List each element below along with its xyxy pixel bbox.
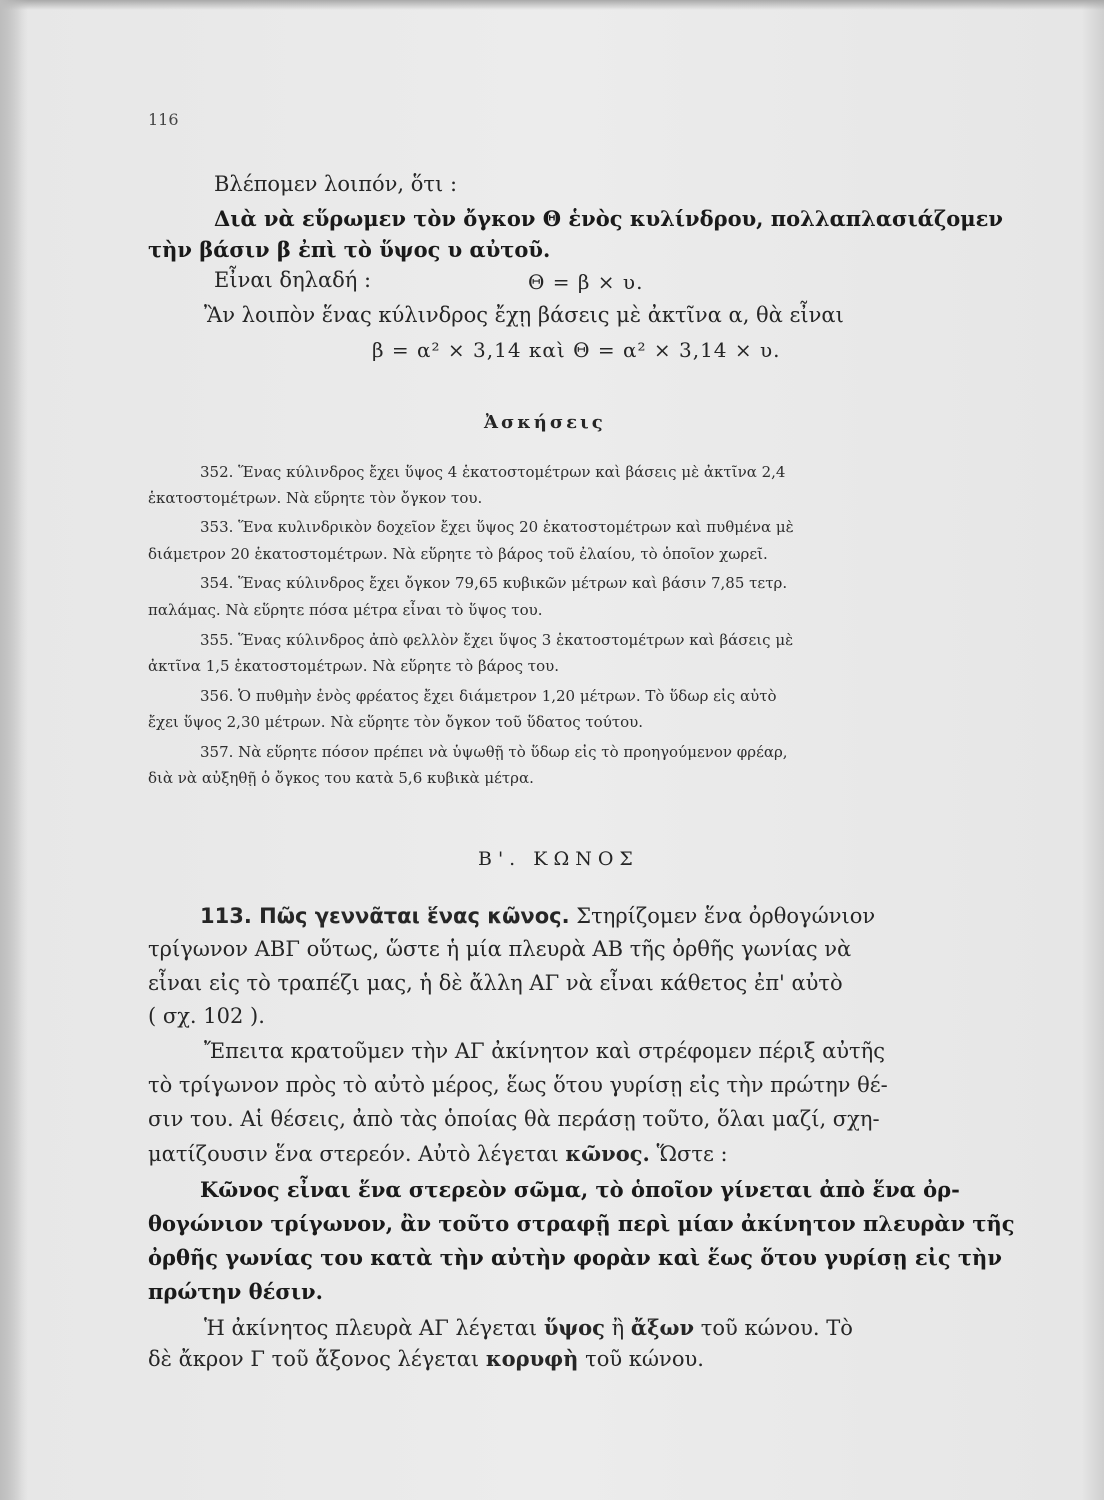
exercise-line: 357. Νὰ εὕρητε πόσον πρέπει νὰ ὑψωθῇ τὸ ὕδωρ εἰς τὸ προηγούμενον φρέαρ, xyxy=(200,743,788,761)
line-8-text-b: Ὥστε : xyxy=(656,1142,728,1166)
paragraph-113-line-8 xyxy=(148,1141,728,1166)
scan-left-shadow xyxy=(0,0,28,1500)
exercise-line: διάμετρον 20 ἑκατοστομέτρων. Νὰ εὕρητε τὸ βάρος τοῦ ἐλαίου, τὸ ὁποῖον χωρεῖ. xyxy=(148,545,768,563)
exercise-line: ἔχει ὕψος 2,30 μέτρων. Νὰ εὕρητε τὸν ὄγκον τοῦ ὕδατος τούτου. xyxy=(148,713,644,731)
exercise-line: 356. Ὁ πυθμὴν ἑνὸς φρέατος ἔχει διάμετρον 1,20 μέτρων. Τὸ ὕδωρ εἰς αὐτὸ xyxy=(200,687,777,705)
exercises-heading: Ἀσκήσεις xyxy=(484,412,606,433)
intro-lead: Βλέπομεν λοιπόν, ὅτι : xyxy=(214,172,458,196)
term-apex: κορυφὴ xyxy=(485,1346,579,1371)
base-volume-formula: β = α² × 3,14 καὶ Θ = α² × 3,14 × υ. xyxy=(372,338,781,362)
paragraph-113-line-6: τὸ τρίγωνον πρὸς τὸ αὐτὸ μέρος, ἕως ὅτου γυρίσῃ εἰς τὴν πρώτην θέ- xyxy=(148,1073,888,1097)
volume-formula: Θ = β × υ. xyxy=(528,270,644,294)
exercise-line: 353. Ἕνα κυλινδρικὸν δοχεῖον ἔχει ὕψος 20 ἑκατοστομέτρων καὶ πυθμένα μὲ xyxy=(200,518,794,536)
radius-line: Ἂν λοιπὸν ἕνας κύλινδρος ἔχῃ βάσεις μὲ ἀκτῖνα α, θὰ εἶναι xyxy=(204,303,844,327)
cone-definition-line-1: Κῶνος εἶναι ἕνα στερεὸν σῶμα, τὸ ὁποῖον γίνεται ἀπὸ ἕνα ὀρ- xyxy=(200,1177,960,1202)
paragraph-113-line-5: Ἔπειτα κρατοῦμεν τὴν ΑΓ ἀκίνητον καὶ στρέφομεν πέριξ αὐτῆς xyxy=(204,1039,885,1063)
exercise-line: διὰ νὰ αὐξηθῇ ὁ ὄγκος του κατὰ 5,6 κυβικὰ μέτρα. xyxy=(148,769,534,787)
exercise-line: ἀκτῖνα 1,5 ἑκατοστομέτρων. Νὰ εὕρητε τὸ βάρος του. xyxy=(148,657,559,675)
cone-definition-line-2: θογώνιον τρίγωνον, ἂν τοῦτο στραφῇ περὶ μίαν ἀκίνητον πλευρὰν τῆς xyxy=(148,1211,1015,1236)
exercise-line: 355. Ἕνας κύλινδρος ἀπὸ φελλὸν ἔχει ὕψος 3 ἑκατοστομέτρων καὶ βάσεις μὲ xyxy=(200,631,794,649)
page-number: 116 xyxy=(148,110,179,129)
exercise-line: 352. Ἕνας κύλινδρος ἔχει ὕψος 4 ἑκατοστομέτρων καὶ βάσεις μὲ ἀκτῖνα 2,4 xyxy=(200,463,786,481)
axis-line xyxy=(204,1315,853,1340)
scan-top-shadow xyxy=(0,0,1104,10)
term-axis: ἄξων xyxy=(630,1315,695,1340)
term-cone: κῶνος. xyxy=(565,1141,650,1166)
cylinder-rule-line-1: Διὰ νὰ εὕρωμεν τὸν ὄγκον Θ ἑνὸς κυλίνδρου, πολλαπλασιάζομεν xyxy=(214,206,1003,231)
paragraph-113-line-7: σιν του. Αἱ θέσεις, ἀπὸ τὰς ὁποίας θὰ περάσῃ τοῦτο, ὅλαι μαζί, σχη- xyxy=(148,1107,880,1131)
formula-label: Εἶναι δηλαδή : xyxy=(214,268,372,292)
paragraph-113-line-3: εἶναι εἰς τὸ τραπέζι μας, ἡ δὲ ἄλλη ΑΓ νὰ εἶναι κάθετος ἐπ' αὐτὸ xyxy=(148,971,843,995)
exercise-line: ἑκατοστομέτρων. Νὰ εὕρητε τὸν ὄγκον του. xyxy=(148,489,483,507)
apex-text-a: δὲ ἄκρον Γ τοῦ ἄξονος λέγεται xyxy=(148,1347,480,1371)
apex-line xyxy=(148,1346,704,1371)
paragraph-113-line-1-text: Στηρίζομεν ἕνα ὀρθογώνιον xyxy=(576,904,876,928)
cylinder-rule-line-2: τὴν βάσιν β ἐπὶ τὸ ὕψος υ αὐτοῦ. xyxy=(148,237,551,262)
paragraph-113-line-4: ( σχ. 102 ). xyxy=(148,1004,265,1028)
section-title: Β'. ΚΩΝΟΣ xyxy=(478,848,639,870)
paragraph-113-line-1 xyxy=(200,904,875,928)
cone-definition-line-4: πρώτην θέσιν. xyxy=(148,1279,323,1304)
axis-text-c: τοῦ κώνου. Τὸ xyxy=(700,1316,853,1340)
paragraph-113-title: 113. Πῶς γεννᾶται ἕνας κῶνος. xyxy=(200,904,570,928)
exercise-line: 354. Ἕνας κύλινδρος ἔχει ὄγκον 79,65 κυβικῶν μέτρων καὶ βάσιν 7,85 τετρ. xyxy=(200,574,788,592)
exercise-line: παλάμας. Νὰ εὕρητε πόσα μέτρα εἶναι τὸ ὕψος του. xyxy=(148,601,543,619)
axis-text-b: ἢ xyxy=(611,1316,625,1340)
term-height: ὕψος xyxy=(543,1315,605,1340)
cone-definition-line-3: ὀρθῆς γωνίας του κατὰ τὴν αὐτὴν φορὰν καὶ ἕως ὅτου γυρίσῃ εἰς τὴν xyxy=(148,1245,1002,1270)
apex-text-b: τοῦ κώνου. xyxy=(585,1347,704,1371)
paragraph-113-line-2: τρίγωνον ΑΒΓ οὕτως, ὥστε ἡ μία πλευρὰ ΑΒ τῆς ὀρθῆς γωνίας νὰ xyxy=(148,937,852,961)
axis-text-a: Ἡ ἀκίνητος πλευρὰ ΑΓ λέγεται xyxy=(204,1316,538,1340)
line-8-text-a: ματίζουσιν ἕνα στερεόν. Αὐτὸ λέγεται xyxy=(148,1142,559,1166)
